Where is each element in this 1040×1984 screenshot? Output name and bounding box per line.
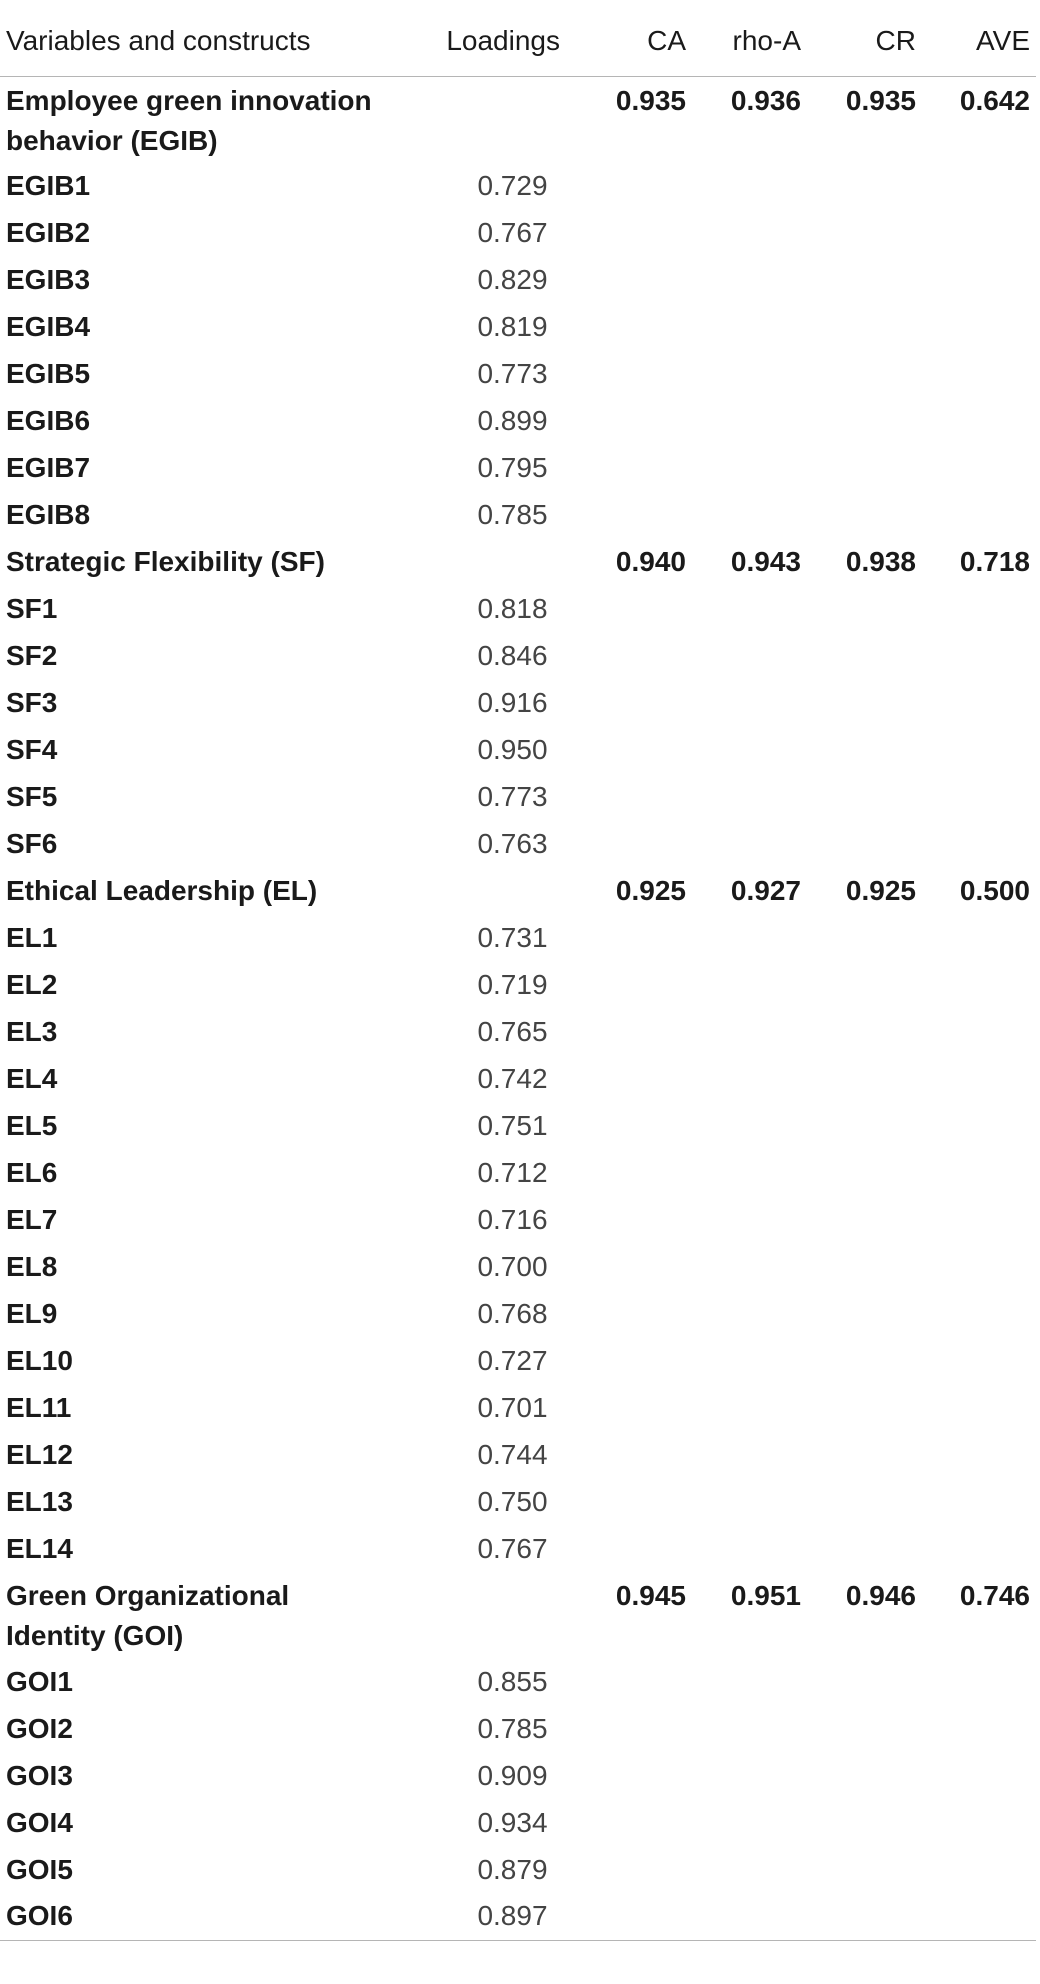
indicator-loading: 0.731 [477,921,548,953]
indicator-ca-empty [570,397,690,444]
indicator-rho-a-empty [690,444,805,491]
construct-loading-empty [395,76,570,162]
indicator-loading: 0.744 [477,1438,548,1470]
indicator-loading: 0.773 [477,357,548,389]
indicator-ca-empty [570,1846,690,1893]
indicator-row [0,256,1036,303]
construct-name: Strategic Flexibility (SF) [6,545,325,577]
indicator-cr-empty [805,1243,920,1290]
indicator-ca-empty [570,1055,690,1102]
indicator-ca-empty [570,1799,690,1846]
indicator-name: EL8 [6,1250,58,1282]
indicator-ca-empty [570,1752,690,1799]
indicator-ca-empty [570,679,690,726]
indicator-ca-empty [570,1149,690,1196]
indicator-cr-empty [805,1752,920,1799]
indicator-rho-a-empty [690,1658,805,1705]
indicator-name: EL11 [6,1391,72,1423]
indicator-name: EL3 [6,1015,58,1047]
construct-row [0,1572,1036,1658]
indicator-row [0,1102,1036,1149]
indicator-rho-a-empty [690,1290,805,1337]
indicator-row [0,1705,1036,1752]
indicator-ave-empty [920,1102,1036,1149]
header-rho-a: rho-A [732,24,801,56]
indicator-ca-empty [570,1525,690,1572]
indicator-cr-empty [805,1846,920,1893]
indicator-loading: 0.700 [477,1250,548,1282]
indicator-loading: 0.855 [477,1665,548,1697]
indicator-row [0,1243,1036,1290]
indicator-name: EGIB6 [6,404,91,436]
indicator-ca-empty [570,1243,690,1290]
indicator-rho-a-empty [690,1008,805,1055]
indicator-name: EL5 [6,1109,58,1141]
indicator-rho-a-empty [690,585,805,632]
indicator-rho-a-empty [690,961,805,1008]
indicator-loading: 0.829 [477,263,548,295]
indicator-row [0,1337,1036,1384]
indicator-name: EGIB5 [6,357,91,389]
indicator-loading: 0.899 [477,404,548,436]
indicator-cr-empty [805,585,920,632]
indicator-name: SF2 [6,639,58,671]
construct-ave: 0.642 [959,84,1030,116]
indicator-ca-empty [570,1008,690,1055]
indicator-row [0,1752,1036,1799]
indicator-rho-a-empty [690,1196,805,1243]
construct-ave: 0.718 [959,545,1030,577]
indicator-ave-empty [920,1243,1036,1290]
indicator-name: EL10 [6,1344,73,1376]
indicator-row [0,303,1036,350]
indicator-name: EGIB3 [6,263,91,295]
indicator-name: EL13 [6,1485,73,1517]
indicator-cr-empty [805,1290,920,1337]
indicator-cr-empty [805,773,920,820]
indicator-rho-a-empty [690,1846,805,1893]
indicator-cr-empty [805,914,920,961]
header-cr: CR [875,24,916,56]
indicator-name: EL2 [6,968,58,1000]
indicator-ave-empty [920,1846,1036,1893]
indicator-row [0,726,1036,773]
construct-ca: 0.925 [615,874,686,906]
indicator-ca-empty [570,820,690,867]
indicator-cr-empty [805,256,920,303]
indicator-ave-empty [920,1658,1036,1705]
indicator-loading: 0.767 [477,216,548,248]
indicator-name: GOI3 [6,1759,73,1791]
indicator-loading: 0.763 [477,827,548,859]
table-header-row [0,6,1036,76]
indicator-row [0,773,1036,820]
construct-cr: 0.938 [845,545,916,577]
indicator-loading: 0.909 [477,1759,548,1791]
indicator-loading: 0.818 [477,592,548,624]
indicator-ave-empty [920,585,1036,632]
indicator-cr-empty [805,1658,920,1705]
construct-loading-empty [395,867,570,914]
indicator-cr-empty [805,1102,920,1149]
indicator-ave-empty [920,1893,1036,1940]
indicator-row [0,209,1036,256]
indicator-rho-a-empty [690,1799,805,1846]
construct-name: Green Organizational Identity (GOI) [6,1580,290,1651]
indicator-rho-a-empty [690,350,805,397]
construct-rho-a: 0.927 [730,874,801,906]
indicator-row [0,491,1036,538]
indicator-row [0,1431,1036,1478]
indicator-rho-a-empty [690,256,805,303]
indicator-cr-empty [805,1431,920,1478]
indicator-row [0,1008,1036,1055]
indicator-ave-empty [920,1799,1036,1846]
indicator-ca-empty [570,961,690,1008]
indicator-row [0,1149,1036,1196]
indicator-row [0,1055,1036,1102]
indicator-rho-a-empty [690,491,805,538]
indicator-ca-empty [570,256,690,303]
indicator-ave-empty [920,1337,1036,1384]
construct-loading-empty [395,538,570,585]
indicator-cr-empty [805,1196,920,1243]
indicator-ca-empty [570,914,690,961]
indicator-cr-empty [805,1384,920,1431]
indicator-ca-empty [570,444,690,491]
indicator-row [0,1196,1036,1243]
indicator-cr-empty [805,679,920,726]
indicator-ave-empty [920,1149,1036,1196]
indicator-loading: 0.897 [477,1900,548,1932]
indicator-name: EGIB2 [6,216,91,248]
indicator-cr-empty [805,1337,920,1384]
indicator-cr-empty [805,820,920,867]
indicator-loading: 0.751 [477,1109,548,1141]
indicator-name: EL12 [6,1438,73,1470]
indicator-loading: 0.819 [477,310,548,342]
construct-ca: 0.945 [615,1580,686,1611]
indicator-ave-empty [920,726,1036,773]
indicator-ave-empty [920,444,1036,491]
indicator-ave-empty [920,209,1036,256]
construct-name: Employee green innovation behavior (EGIB) [6,84,372,156]
indicator-ave-empty [920,773,1036,820]
indicator-ave-empty [920,1431,1036,1478]
indicator-ca-empty [570,1337,690,1384]
indicator-loading: 0.701 [477,1391,548,1423]
construct-rho-a: 0.936 [730,84,801,116]
indicator-ave-empty [920,1384,1036,1431]
construct-row [0,538,1036,585]
indicator-loading: 0.916 [477,686,548,718]
indicator-ca-empty [570,1705,690,1752]
table-body [0,76,1036,1940]
indicator-rho-a-empty [690,632,805,679]
indicator-loading: 0.712 [477,1156,548,1188]
indicator-ave-empty [920,914,1036,961]
indicator-loading: 0.727 [477,1344,548,1376]
indicator-name: GOI2 [6,1712,73,1744]
indicator-ave-empty [920,1008,1036,1055]
indicator-name: GOI6 [6,1900,73,1932]
indicator-rho-a-empty [690,1149,805,1196]
construct-rho-a: 0.943 [730,545,801,577]
indicator-loading: 0.785 [477,498,548,530]
indicator-ca-empty [570,209,690,256]
indicator-cr-empty [805,632,920,679]
indicator-row [0,961,1036,1008]
indicator-cr-empty [805,1478,920,1525]
indicator-ave-empty [920,679,1036,726]
indicator-name: GOI4 [6,1806,73,1838]
indicator-cr-empty [805,1705,920,1752]
indicator-loading: 0.934 [477,1806,548,1838]
indicator-ave-empty [920,1752,1036,1799]
indicator-name: EGIB8 [6,498,91,530]
indicator-ave-empty [920,350,1036,397]
indicator-name: SF3 [6,686,58,718]
indicator-ca-empty [570,726,690,773]
indicator-cr-empty [805,1525,920,1572]
indicator-name: SF5 [6,780,58,812]
indicator-name: SF6 [6,827,58,859]
indicator-row [0,1478,1036,1525]
indicator-row [0,350,1036,397]
indicator-ave-empty [920,1525,1036,1572]
indicator-ca-empty [570,1290,690,1337]
indicator-ca-empty [570,162,690,209]
indicator-rho-a-empty [690,1384,805,1431]
indicator-row [0,585,1036,632]
indicator-name: EGIB4 [6,310,91,342]
indicator-loading: 0.765 [477,1015,548,1047]
construct-row [0,867,1036,914]
indicator-row [0,1799,1036,1846]
indicator-ave-empty [920,820,1036,867]
indicator-ave-empty [920,1055,1036,1102]
construct-row [0,76,1036,162]
indicator-cr-empty [805,1799,920,1846]
indicator-ave-empty [920,303,1036,350]
indicator-loading: 0.750 [477,1485,548,1517]
indicator-row [0,1846,1036,1893]
indicator-loading: 0.719 [477,968,548,1000]
indicator-ca-empty [570,1431,690,1478]
header-ave: AVE [976,24,1030,56]
indicator-ave-empty [920,1478,1036,1525]
indicator-rho-a-empty [690,1752,805,1799]
indicator-name: EL4 [6,1062,58,1094]
indicator-rho-a-empty [690,773,805,820]
indicator-row [0,1384,1036,1431]
indicator-rho-a-empty [690,679,805,726]
indicator-name: SF1 [6,592,58,624]
indicator-ave-empty [920,397,1036,444]
indicator-loading: 0.729 [477,169,548,201]
indicator-cr-empty [805,1893,920,1940]
indicator-name: EL6 [6,1156,58,1188]
indicator-cr-empty [805,209,920,256]
construct-cr: 0.946 [845,1580,916,1611]
construct-ca: 0.935 [615,84,686,116]
indicator-cr-empty [805,1055,920,1102]
indicator-cr-empty [805,491,920,538]
indicator-row [0,632,1036,679]
construct-loading-empty [395,1572,570,1658]
indicator-rho-a-empty [690,397,805,444]
indicator-loading: 0.742 [477,1062,548,1094]
indicator-row [0,1893,1036,1940]
construct-cr: 0.925 [845,874,916,906]
indicator-row [0,679,1036,726]
indicator-ca-empty [570,773,690,820]
construct-cr: 0.935 [845,84,916,116]
indicator-cr-empty [805,961,920,1008]
indicator-rho-a-empty [690,820,805,867]
indicator-loading: 0.950 [477,733,548,765]
indicator-name: GOI5 [6,1853,73,1885]
indicator-loading: 0.716 [477,1203,548,1235]
construct-ca: 0.940 [615,545,686,577]
indicator-loading: 0.773 [477,780,548,812]
indicator-name: SF4 [6,733,58,765]
construct-rho-a: 0.951 [730,1580,801,1611]
indicator-cr-empty [805,1008,920,1055]
indicator-loading: 0.846 [477,639,548,671]
indicator-ca-empty [570,1196,690,1243]
indicator-rho-a-empty [690,209,805,256]
indicator-ca-empty [570,1478,690,1525]
indicator-row [0,397,1036,444]
indicator-row [0,1658,1036,1705]
indicator-cr-empty [805,397,920,444]
construct-ave: 0.500 [959,874,1030,906]
indicator-rho-a-empty [690,1055,805,1102]
indicator-ca-empty [570,1102,690,1149]
indicator-ave-empty [920,491,1036,538]
measurement-model-table [0,6,1036,1941]
indicator-row [0,1525,1036,1572]
indicator-ave-empty [920,162,1036,209]
indicator-ca-empty [570,632,690,679]
indicator-rho-a-empty [690,303,805,350]
indicator-row [0,820,1036,867]
indicator-cr-empty [805,350,920,397]
header-ca: CA [647,24,686,56]
indicator-name: EGIB7 [6,451,91,483]
indicator-rho-a-empty [690,1337,805,1384]
indicator-ca-empty [570,491,690,538]
indicator-rho-a-empty [690,162,805,209]
indicator-cr-empty [805,303,920,350]
indicator-cr-empty [805,444,920,491]
indicator-cr-empty [805,162,920,209]
indicator-rho-a-empty [690,1431,805,1478]
indicator-ave-empty [920,1196,1036,1243]
indicator-ca-empty [570,585,690,632]
indicator-row [0,1290,1036,1337]
indicator-name: EGIB1 [6,169,91,201]
construct-ave: 0.746 [959,1580,1030,1611]
indicator-rho-a-empty [690,1243,805,1290]
indicator-ca-empty [570,1384,690,1431]
indicator-ave-empty [920,961,1036,1008]
indicator-loading: 0.785 [477,1712,548,1744]
indicator-ave-empty [920,1290,1036,1337]
indicator-rho-a-empty [690,1893,805,1940]
indicator-loading: 0.795 [477,451,548,483]
indicator-name: EL14 [6,1532,73,1564]
indicator-ca-empty [570,350,690,397]
indicator-loading: 0.767 [477,1532,548,1564]
indicator-name: EL9 [6,1297,58,1329]
indicator-loading: 0.768 [477,1297,548,1329]
construct-name: Ethical Leadership (EL) [6,874,318,906]
indicator-loading: 0.879 [477,1853,548,1885]
indicator-name: EL1 [6,921,58,953]
indicator-row [0,444,1036,491]
indicator-name: GOI1 [6,1665,73,1697]
indicator-rho-a-empty [690,1705,805,1752]
indicator-ave-empty [920,632,1036,679]
header-variables: Variables and constructs [6,24,311,56]
indicator-rho-a-empty [690,1102,805,1149]
indicator-rho-a-empty [690,914,805,961]
indicator-ca-empty [570,303,690,350]
indicator-row [0,162,1036,209]
indicator-rho-a-empty [690,1478,805,1525]
indicator-ca-empty [570,1893,690,1940]
header-loadings: Loadings [446,24,560,56]
indicator-cr-empty [805,1149,920,1196]
indicator-rho-a-empty [690,726,805,773]
indicator-ave-empty [920,256,1036,303]
indicator-rho-a-empty [690,1525,805,1572]
indicator-name: EL7 [6,1203,58,1235]
indicator-row [0,914,1036,961]
indicator-ca-empty [570,1658,690,1705]
indicator-cr-empty [805,726,920,773]
indicator-ave-empty [920,1705,1036,1752]
